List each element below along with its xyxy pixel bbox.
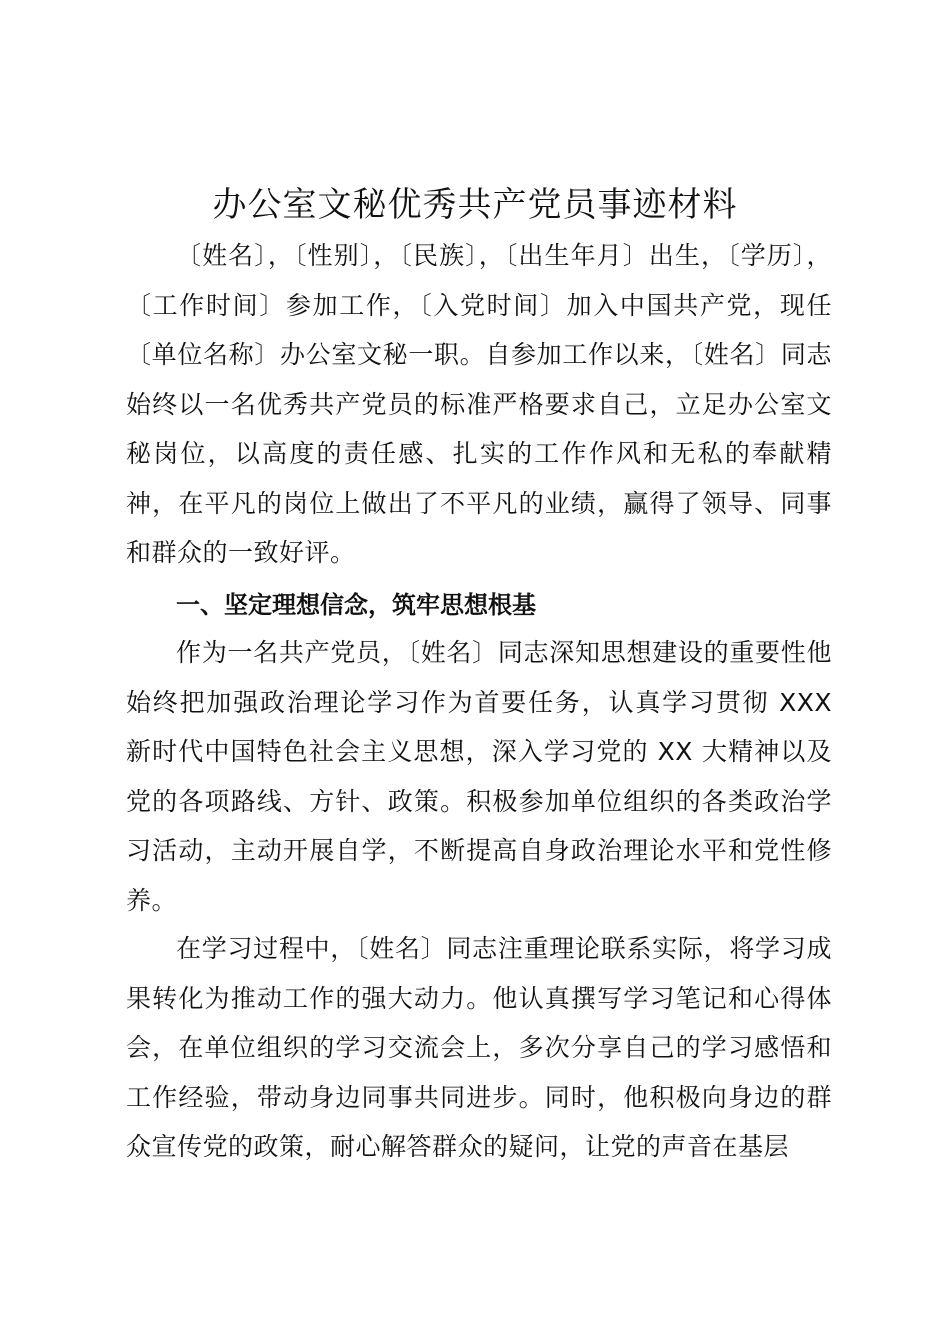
body-paragraph: 作为一名共产党员，〔姓名〕同志深知思想建设的重要性他始终把加强政治理论学习作为首要任务，认真学习贯彻 XXX 新时代中国特色社会主义思想，深入学习党的 XX 大精神以及党的各项路线、方针、政策。积极参加单位组织的各类政治学习活动，主动开展自学，不断提高自身政治理论水平和党性修养。 [126,638,832,915]
document-title: 办公室文秘优秀共产党员事迹材料 [212,185,738,225]
intro-paragraph: 〔姓名〕，〔性别〕，〔民族〕，〔出生年月〕出生，〔学历〕，〔工作时间〕参加工作，〔入党时间〕加入中国共产党，现任〔单位名称〕办公室文秘一职。自参加工作以来，〔姓名〕同志始终以一名优秀共产党员的标准严格要求自己，立足办公室文秘岗位，以高度的责任感、扎实的工作作风和无私的奉献精神，在平凡的岗位上做出了不平凡的业绩，赢得了领导、同事和群众的一致好评。 [126,241,832,567]
section-heading: 一、坚定理想信念，筑牢思想根基 [176,591,536,619]
body-paragraph: 在学习过程中，〔姓名〕同志注重理论联系实际，将学习成果转化为推动工作的强大动力。他认真撰写学习笔记和心得体会，在单位组织的学习交流会上，多次分享自己的学习感悟和工作经验，带动身边同事共同进步。同时，他积极向身边的群众宣传党的政策，耐心解答群众的疑问，让党的声音在基层 [126,934,832,1161]
